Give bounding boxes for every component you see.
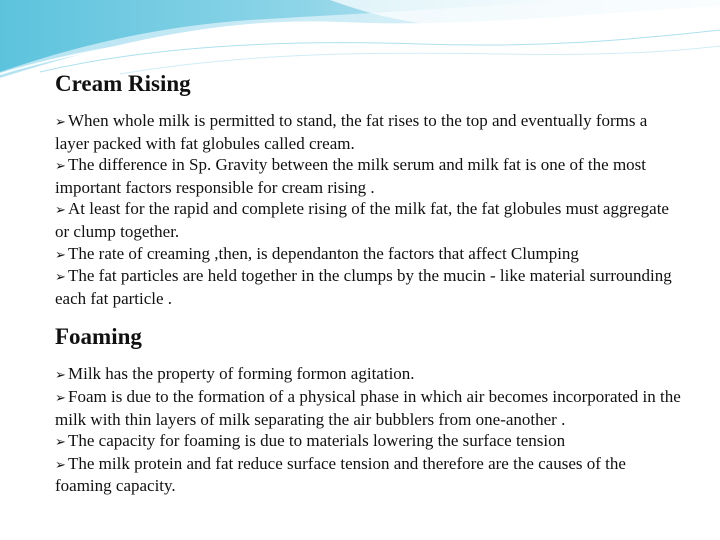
bullet-text: At least for the rapid and complete rising of the milk fat, the fat globules must aggregate or clump together.	[55, 199, 669, 241]
slide-content	[55, 70, 685, 497]
bullet-text: Milk has the property of forming formon agitation.	[68, 364, 415, 384]
bullet-text: The capacity for foaming is due to materials lowering the surface tension	[68, 431, 566, 451]
arrowhead-bullet-icon: ➢	[55, 269, 66, 285]
arrowhead-bullet-icon: ➢	[55, 389, 66, 405]
bullet-item	[55, 363, 685, 386]
arrowhead-bullet-icon: ➢	[55, 434, 66, 450]
arrowhead-bullet-icon: ➢	[55, 456, 66, 472]
bullet-list-cream-rising	[55, 110, 685, 309]
bullet-text: Foam is due to the formation of a physical phase in which air becomes incorporated in the milk with thin layers of milk separating the air bubblers from one-another .	[55, 386, 681, 429]
bullet-item	[55, 198, 685, 242]
bullet-item	[55, 110, 685, 154]
bullet-item	[55, 430, 685, 453]
bullet-item	[55, 453, 685, 497]
bullet-item	[55, 265, 685, 309]
bullet-list-foaming	[55, 363, 685, 497]
bullet-text: The difference in Sp. Gravity between the milk serum and milk fat is one of the most important factors responsible for cream rising .	[55, 155, 647, 197]
bullet-text: The rate of creaming ,then, is dependanton the factors that affect Clumping	[68, 243, 579, 263]
section-cream-rising	[55, 70, 685, 309]
arrowhead-bullet-icon: ➢	[55, 114, 66, 129]
bullet-text: When whole milk is permitted to stand, the fat rises to the top and eventually forms a layer packed with fat globules called cream.	[55, 111, 648, 153]
arrowhead-bullet-icon: ➢	[55, 202, 66, 218]
arrowhead-bullet-icon: ➢	[55, 367, 66, 383]
bullet-item	[55, 154, 685, 198]
bullet-item	[55, 386, 685, 430]
bullet-item	[55, 243, 685, 266]
arrowhead-bullet-icon: ➢	[55, 158, 66, 174]
bullet-text: The milk protein and fat reduce surface tension and therefore are the causes of the foaming capacity.	[55, 453, 626, 496]
section-heading-cream-rising: Cream Rising	[55, 71, 191, 96]
arrowhead-bullet-icon: ➢	[55, 246, 66, 262]
section-heading-foaming: Foaming	[55, 324, 142, 350]
bullet-text: The fat particles are held together in the clumps by the mucin - like material surrounding each fat particle .	[55, 266, 672, 308]
section-foaming	[55, 323, 685, 497]
